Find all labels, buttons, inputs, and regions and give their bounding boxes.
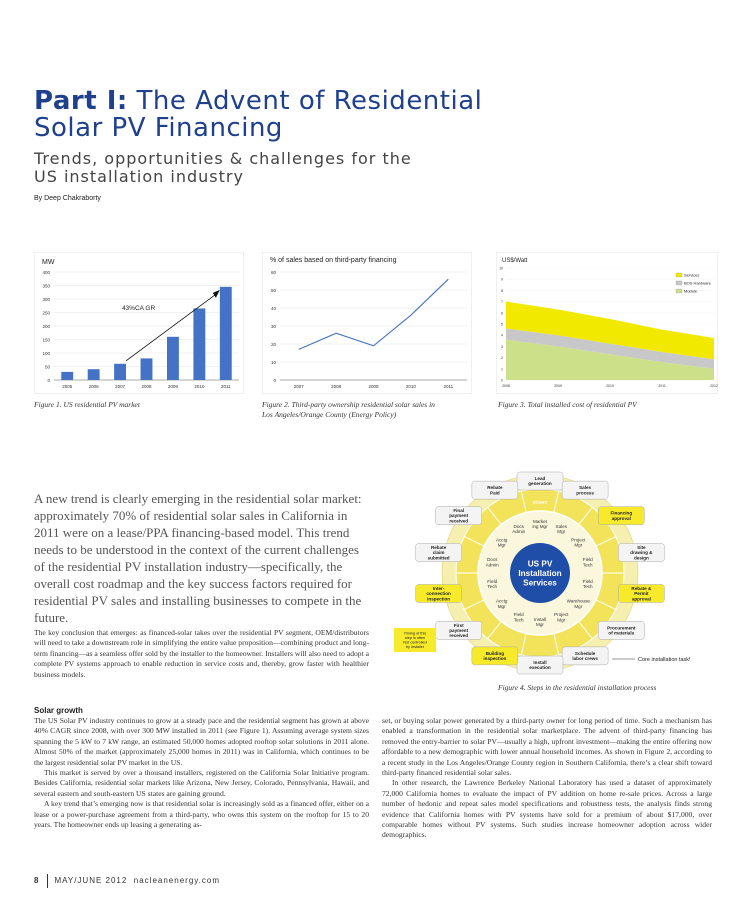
process-step-label: First payment received — [449, 622, 469, 639]
y-tick-label: 400 — [42, 270, 50, 275]
left-paragraph: This market is served by over a thousand installers, registered on the California Solar Initiative program. Besides California, residential solar markets like Arizona, New Jersey, Colorado, Pennsylvania, Hawaii, and several eastern and south-eastern US states are gaining ground. — [34, 768, 369, 798]
bar — [193, 308, 205, 380]
role-label: Project Mgr — [571, 537, 586, 548]
process-step-label: Lead generation — [528, 476, 552, 487]
process-step-label: Install execution — [529, 660, 551, 671]
figure4-caption: Figure 4. Steps in the residential installation process — [498, 683, 657, 692]
y-tick-label: 200 — [42, 324, 50, 329]
x-tick-label: 2009 — [167, 384, 178, 389]
legend-swatch — [676, 289, 682, 293]
y-tick-label: 0 — [273, 378, 276, 383]
start-label: START — [532, 500, 548, 505]
y-tick-label: 50 — [270, 288, 276, 293]
chart-title: % of sales based on third-party financing — [270, 257, 397, 264]
x-tick-label: 2005 — [62, 384, 73, 389]
legend-swatch — [676, 273, 682, 277]
process-step-label: Rebate & Permit approval — [631, 585, 652, 602]
legend-label: Module — [684, 288, 698, 294]
figure3-area-chart — [496, 252, 718, 394]
x-tick-label: 2007 — [293, 384, 304, 389]
figure2-caption-line1: Figure 2. Third-party ownership residential solar sales in — [262, 400, 435, 409]
x-tick-label: 2008 — [502, 384, 510, 388]
role-label: Acctg Mgr — [495, 537, 508, 548]
x-tick-label: 2011 — [220, 384, 231, 389]
y-tick-label: 5 — [501, 322, 503, 327]
core-task-label: Core installation task! — [638, 657, 691, 663]
y-tick-label: 30 — [270, 324, 276, 329]
role-label: Install Mgr — [533, 617, 547, 628]
lead-paragraph: A new trend is clearly emerging in the residential solar market: approximately 70% of residential solar sales in California in 2011 were on a lease/PPA financing-based model. This trend needs to be understood in the context of the current challenges of the residential PV installation industry—specifically, the overall cost roadmap and the key success factors required for residential PV sales and installing businesses to compete in the future. — [34, 491, 362, 625]
x-tick-label: 2006 — [88, 384, 99, 389]
legend-label: BOS Hardware — [684, 280, 711, 286]
left-paragraph: A key trend that’s emerging now is that residential solar is increasingly sold as a financed offer, either on a lease or a power-purchase agreement from a third-party, who owns this system on the rooftop for 15 to 20 years. The homeowner ends up leasing a generating as- — [34, 799, 369, 830]
page-footer — [34, 874, 220, 888]
process-step-label: Building inspection — [483, 650, 507, 662]
y-tick-label: 1 — [501, 367, 503, 372]
y-tick-label: 100 — [42, 351, 50, 356]
cagr-annotation: 43%CA GR — [121, 304, 156, 312]
role-label: Field Tech — [582, 578, 593, 590]
x-tick-label: 2010 — [405, 384, 416, 389]
y-tick-label: 3 — [501, 344, 503, 349]
role-label: Warehouse Mgr — [566, 598, 590, 609]
process-step-label: Inter-connection inspection — [426, 585, 451, 602]
figure3-caption: Figure 3. Total installed cost of residential PV — [498, 400, 637, 409]
y-tick-label: 9 — [501, 277, 503, 282]
y-tick-label: 60 — [270, 270, 276, 275]
y-axis-label: US$/Watt — [502, 258, 528, 264]
role-label: Docs Admin — [485, 557, 499, 568]
y-tick-label: 300 — [42, 297, 50, 302]
bar — [114, 364, 126, 380]
y-tick-label: 40 — [270, 306, 276, 311]
footer-divider — [47, 874, 48, 888]
x-tick-label: 2007 — [115, 384, 126, 389]
y-axis-label: MW — [42, 259, 55, 266]
y-tick-label: 10 — [270, 360, 276, 365]
bar — [167, 337, 179, 380]
right-column — [382, 716, 712, 841]
process-step-label: Final payment received — [449, 508, 469, 524]
figure2-line-chart — [262, 252, 472, 394]
role-label: Field Tech — [487, 578, 498, 590]
x-tick-label: 2010 — [606, 384, 614, 388]
y-tick-label: 8 — [501, 288, 503, 293]
y-tick-label: 50 — [44, 364, 50, 370]
x-tick-label: 2009 — [368, 384, 379, 389]
section-heading: Solar growth — [34, 706, 83, 715]
website: nacleanenergy.com — [133, 876, 221, 886]
x-tick-label: 2012 — [710, 384, 718, 388]
figure2-caption — [262, 400, 482, 420]
process-step-label: Financing approval — [610, 510, 633, 521]
process-step-label: Rebate claim submitted — [427, 544, 450, 561]
left-column — [34, 716, 369, 830]
legend-swatch — [676, 281, 682, 285]
y-tick-label: 0 — [47, 378, 50, 383]
x-tick-label: 2009 — [554, 384, 562, 388]
y-tick-label: 350 — [42, 283, 50, 289]
title-part: Part I: — [34, 86, 128, 116]
x-tick-label: 2008 — [141, 384, 152, 389]
y-tick-label: 7 — [501, 300, 503, 305]
figure4-process-diagram — [390, 458, 720, 683]
y-tick-label: 10 — [499, 266, 503, 271]
subtitle-line2: US installation industry — [34, 167, 244, 186]
article-title — [34, 88, 482, 142]
role-label: Market ing Mgr — [532, 519, 548, 530]
process-step-label: Rebate Paid — [487, 485, 503, 496]
process-step-label: Schedule labor crews — [572, 650, 598, 662]
role-label: Field Tech — [513, 612, 524, 623]
byline: By Deep Chakraborty — [34, 195, 101, 202]
y-tick-label: 20 — [270, 342, 276, 347]
bar — [88, 369, 100, 380]
role-label: Field Tech — [582, 557, 593, 568]
bar — [141, 358, 153, 380]
left-paragraph: The US Solar PV industry continues to grow at a steady pace and the residential segment has grown at above 40% CAGR since 2008, with over 300 MW installed in 2011 (see Figure 1). Assuming average system sizes spanning the 5 kW to 7 kW range, an estimated 50,000 homes adopted rooftop solar solutions in 2011 alone. Almost 50% of the market (approximately 25,000 homes in 2011) was in California, which continues to be the largest residential solar PV market in the US. — [34, 716, 369, 767]
page-number: 8 — [34, 876, 40, 886]
y-tick-label: 2 — [501, 356, 503, 361]
x-tick-label: 2011 — [658, 384, 666, 388]
x-tick-label: 2010 — [194, 384, 205, 389]
bar — [61, 372, 73, 380]
figure1-bar-chart — [34, 252, 244, 394]
key-conclusion-paragraph: The key conclusion that emerges: as financed-solar takes over the residential PV segment, OEM/distributors will need to take a downstream role in simplifying the entire value proposition—combining product and long-term financing—as a seamless offer sold by the installer to the homeowner. Installers will also need to adopt a complete PV systems approach to enable reduction in service costs and, thereby, grow faster with healthier business models. — [34, 628, 369, 679]
y-tick-label: 4 — [501, 333, 503, 338]
y-tick-label: 150 — [42, 337, 50, 343]
title-line2: Solar PV Financing — [34, 113, 283, 143]
process-step-label: Procurement of materials — [607, 625, 636, 636]
role-label: Acctg Mgr — [495, 598, 508, 609]
y-tick-label: 250 — [42, 310, 50, 316]
y-tick-label: 6 — [501, 311, 503, 316]
y-tick-label: 0 — [501, 378, 503, 383]
figure1-caption: Figure 1. US residential PV market — [34, 400, 140, 409]
process-step-label: Site drawing & design — [630, 544, 653, 561]
bar — [220, 287, 232, 380]
article-subtitle — [34, 150, 412, 186]
role-label: Sales Mgr — [555, 523, 568, 535]
x-tick-label: 2008 — [331, 384, 342, 389]
role-label: Project Mgr — [554, 612, 569, 623]
figure2-caption-line2: Los Angeles/Orange County (Energy Policy) — [262, 410, 397, 419]
center-label: US PV Installation Services — [518, 559, 562, 588]
subtitle-line1: Trends, opportunities & challenges for the — [34, 149, 412, 168]
right-paragraph: set, or buying solar power generated by a third-party owner for long period of time. Such a mechanism has enabled a transformation in the residential solar marketplace. The advent of third-party financing has removed the entry-barrier to solar PV—usually a high, upfront investment—making the entire offering now affordable to a new demographic with lower annual household incomes. As shown in Figure 2, according to a recent study in the Los Angeles/Orange County region in Southern California, there’s a clear shift toward third-party financed residential solar sales. — [382, 716, 712, 778]
x-tick-label: 2011 — [443, 384, 454, 389]
legend-note: Timing of this step is often Not controlled by installer — [403, 631, 427, 650]
role-label: Docs Admin — [512, 523, 526, 535]
chart-frame — [262, 252, 472, 394]
right-paragraph: In other research, the Lawrence Berkeley National Laboratory has used a dataset of approximately 72,000 California homes to evaluate the impact of PV addition on home re-sale prices. Across a large number of hedonic and repeat sales model specifications and robustness tests, the analysis finds strong evidence that California homes with PV systems have sold for a premium of about $17,000, over comparable homes without PV systems. Such studies increase homeowner adoption across wider demographics. — [382, 778, 712, 840]
title-main: The Advent of Residential — [127, 86, 483, 116]
legend-label: Services — [684, 272, 700, 278]
process-step-label: Sales process — [576, 485, 594, 496]
issue-date: MAY/JUNE 2012 — [54, 876, 128, 886]
